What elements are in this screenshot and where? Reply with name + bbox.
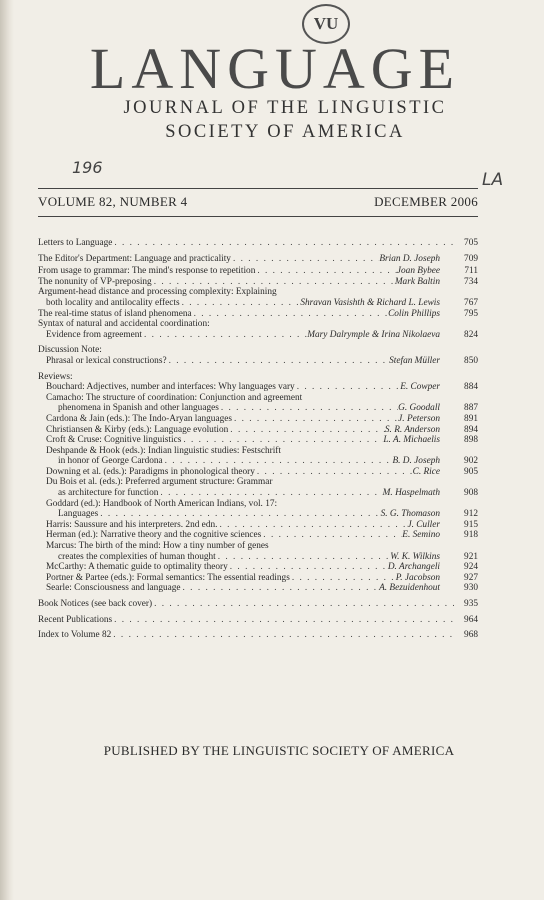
toc-entry: [38, 403, 478, 414]
toc-entry-title: both locality and antilocality effects: [46, 297, 180, 308]
toc-leader-dots: [228, 425, 385, 436]
toc-leader-dots: [181, 435, 383, 446]
toc-entry-title: Cardona & Jain (eds.): The Indo-Aryan languages: [46, 413, 232, 424]
handwritten-note-left: 196: [72, 158, 103, 177]
toc-entry-author: J. Peterson: [398, 413, 440, 424]
toc-entry: [38, 562, 478, 573]
toc-leader-dots: [217, 520, 407, 531]
toc-leader-dots: [163, 456, 393, 467]
toc-entry: [38, 630, 478, 641]
toc-entry-page: 705: [464, 238, 478, 248]
toc-leader-dots: [152, 277, 395, 288]
toc-entry-title: Harris: Saussure and his interpreters. 2nd edn.: [46, 519, 218, 530]
toc-entry-title: The real-time status of island phenomena: [38, 308, 192, 319]
toc-entry-page: 894: [464, 424, 478, 435]
toc-entry: [38, 393, 478, 404]
toc-entry-author: Mark Baltin: [394, 276, 440, 287]
journal-subtitle-line2: SOCIETY OF AMERICA: [165, 122, 405, 142]
toc-entry-title: From usage to grammar: The mind's response to repetition: [38, 266, 256, 277]
toc-entry-page: 709: [464, 253, 478, 264]
toc-entry: [38, 238, 478, 249]
toc-entry: [38, 435, 478, 446]
bottom-rule: [38, 216, 478, 217]
toc-entry-page: 884: [464, 382, 478, 393]
toc-entry-author: D. Archangeli: [387, 562, 440, 573]
toc-entry-author: Mary Dalrymple & Irina Nikolaeva: [307, 329, 440, 340]
table-of-contents: [38, 238, 478, 641]
toc-entry: [38, 488, 478, 499]
toc-entry-page: 891: [464, 413, 478, 424]
toc-entry: [38, 541, 478, 552]
toc-entry: [38, 573, 478, 584]
toc-entry-page: 964: [464, 614, 478, 625]
toc-entry: [38, 456, 478, 467]
toc-entry-author: A. Bezuidenhout: [379, 583, 440, 594]
toc-entry-title: Recent Publications: [38, 614, 113, 625]
toc-entry: [38, 552, 478, 563]
toc-entry: [38, 499, 478, 510]
toc-entry: [38, 583, 478, 594]
journal-subtitle-line1: JOURNAL OF THE LINGUISTIC: [123, 98, 447, 118]
toc-entry-author: J. Culler: [407, 519, 440, 530]
toc-entry: [38, 467, 478, 478]
issue-line: [38, 194, 478, 210]
toc-entry-title: Marcus: The birth of the mind: How a tiny number of genes: [46, 541, 269, 552]
toc-entry-title: Croft & Cruse: Cognitive linguistics: [46, 435, 182, 446]
toc-entry-author: Brian D. Joseph: [379, 253, 440, 264]
toc-leader-dots: [216, 552, 390, 563]
toc-entry-author: Stefan Müller: [389, 355, 440, 366]
toc-entry-author: C. Rice: [412, 466, 440, 477]
toc-entry: [38, 382, 478, 393]
top-rule: [38, 188, 478, 189]
toc-leader-dots: [167, 356, 390, 367]
toc-entry: [38, 298, 478, 309]
toc-entry-page: 898: [464, 435, 478, 446]
toc-leader-dots: [112, 238, 454, 249]
toc-entry: [38, 530, 478, 541]
toc-entry-title: Camacho: The structure of coordination: Conjunction and agreement: [46, 392, 303, 403]
toc-entry-author: W. K. Wilkins: [390, 551, 440, 562]
toc-leader-dots: [192, 309, 388, 320]
toc-entry: [38, 372, 478, 383]
toc-leader-dots: [295, 382, 401, 393]
toc-entry: [38, 425, 478, 436]
toc-entry-title: creates the complexities of human thought: [58, 551, 216, 562]
toc-entry-page: 927: [464, 572, 478, 583]
toc-entry: [38, 414, 478, 425]
toc-entry: [38, 266, 478, 277]
toc-entry: [38, 615, 478, 626]
toc-entry-title: Deshpande & Hook (eds.): Indian linguistic studies: Festschrift: [46, 445, 281, 456]
toc-entry-page: 824: [464, 329, 478, 340]
toc-entry: [38, 599, 478, 610]
toc-entry-author: S. G. Thomason: [380, 509, 440, 520]
toc-entry-title: The nonunity of VP-preposing: [38, 276, 152, 287]
toc-entry-page: 734: [464, 276, 478, 287]
toc-entry-author: E. Semino: [402, 530, 440, 541]
toc-entry-title: Christiansen & Kirby (eds.): Language evolution: [46, 424, 229, 435]
handwritten-note-right: LA: [482, 170, 504, 190]
toc-leader-dots: [290, 573, 396, 584]
toc-entry-title: Argument-head distance and processing complexity: Explaining: [38, 287, 277, 298]
toc-entry: [38, 254, 478, 265]
toc-leader-dots: [181, 583, 380, 594]
toc-entry-title: Index to Volume 82: [38, 630, 112, 641]
toc-entry-title: Languages: [58, 509, 99, 520]
toc-entry: [38, 356, 478, 367]
toc-entry-title: Syntax of natural and accidental coordination:: [38, 319, 210, 330]
toc-leader-dots: [232, 414, 398, 425]
toc-leader-dots: [158, 488, 382, 499]
toc-entry-title: Portner & Partee (eds.): Formal semantics: The essential readings: [46, 572, 290, 583]
toc-entry-page: 887: [464, 403, 478, 414]
toc-leader-dots: [111, 630, 454, 641]
toc-entry-page: 912: [464, 509, 478, 520]
toc-entry-title: Evidence from agreement: [46, 329, 143, 340]
toc-entry-title: as architecture for function: [58, 488, 159, 499]
toc-entry-page: 930: [464, 583, 478, 594]
toc-entry: [38, 287, 478, 298]
toc-entry-author: Joan Bybee: [396, 266, 440, 277]
toc-entry-page: 908: [464, 488, 478, 499]
toc-entry-page: 921: [464, 551, 478, 562]
toc-entry-page: 795: [464, 308, 478, 319]
toc-entry-page: 915: [464, 519, 478, 530]
toc-entry-title: Du Bois et al. (eds.): Preferred argument structure: Grammar: [46, 477, 273, 488]
toc-leader-dots: [98, 509, 380, 520]
toc-entry-author: G. Goodall: [398, 403, 440, 414]
toc-entry-page: 935: [464, 599, 478, 609]
toc-entry-author: M. Haspelmath: [382, 488, 440, 499]
toc-entry-page: 902: [464, 456, 478, 467]
volume-number: VOLUME 82, NUMBER 4: [38, 194, 188, 209]
toc-entry-page: 924: [464, 562, 478, 573]
journal-title: LANGUAGE: [89, 36, 461, 101]
toc-entry: [38, 319, 478, 330]
toc-entry: [38, 330, 478, 341]
toc-leader-dots: [180, 298, 301, 309]
toc-entry-author: Shravan Vasishth & Richard L. Lewis: [300, 297, 440, 308]
library-stamp: VU: [302, 4, 350, 44]
toc-entry-title: McCarthy: A thematic guide to optimality theory: [46, 562, 228, 573]
toc-entry: [38, 509, 478, 520]
toc-leader-dots: [112, 615, 454, 626]
toc-leader-dots: [152, 599, 454, 610]
toc-entry-title: Reviews:: [38, 371, 73, 382]
toc-leader-dots: [219, 403, 398, 414]
toc-entry-title: Herman (ed.): Narrative theory and the cognitive sciences: [46, 530, 262, 541]
toc-leader-dots: [142, 330, 307, 341]
toc-entry-page: 711: [464, 266, 478, 277]
issue-date: DECEMBER 2006: [374, 194, 478, 209]
toc-entry-author: S. R. Anderson: [384, 424, 440, 435]
publisher-line: PUBLISHED BY THE LINGUISTIC SOCIETY OF AMERICA: [103, 743, 455, 758]
toc-entry-page: 968: [464, 630, 478, 641]
toc-leader-dots: [255, 266, 397, 277]
toc-entry-page: 767: [464, 297, 478, 308]
toc-leader-dots: [261, 530, 402, 541]
toc-leader-dots: [231, 254, 379, 265]
toc-entry: [38, 446, 478, 457]
toc-entry-title: in honor of George Cardona: [58, 456, 163, 467]
toc-entry: [38, 277, 478, 288]
toc-entry-title: Searle: Consciousness and language: [46, 583, 181, 594]
toc-entry: [38, 520, 478, 531]
toc-entry: [38, 309, 478, 320]
toc-entry-page: 850: [464, 355, 478, 366]
toc-entry-title: Goddard (ed.): Handbook of North American Indians, vol. 17:: [46, 498, 278, 509]
toc-entry-author: B. D. Joseph: [392, 456, 440, 467]
toc-entry-title: Downing et al. (eds.): Paradigms in phonological theory: [46, 466, 255, 477]
toc-entry-title: The Editor's Department: Language and practicality: [38, 253, 231, 264]
toc-entry: [38, 345, 478, 356]
toc-entry-author: E. Cowper: [400, 382, 440, 393]
toc-entry-page: 918: [464, 530, 478, 541]
toc-leader-dots: [228, 562, 388, 573]
toc-leader-dots: [255, 467, 413, 478]
toc-entry-title: Phrasal or lexical constructions?: [46, 355, 167, 366]
toc-entry-title: Book Notices (see back cover): [38, 599, 153, 609]
toc-entry-title: Letters to Language: [38, 238, 113, 248]
toc-entry-author: P. Jacobson: [395, 572, 440, 583]
toc-entry-title: phenomena in Spanish and other languages: [58, 403, 219, 414]
toc-entry-title: Bouchard: Adjectives, number and interfaces: Why languages vary: [46, 382, 295, 393]
toc-entry-title: Discussion Note:: [38, 345, 102, 356]
toc-entry-page: 905: [464, 466, 478, 477]
toc-entry: [38, 477, 478, 488]
toc-entry-author: Colin Phillips: [388, 308, 440, 319]
toc-entry-author: L. A. Michaelis: [383, 435, 440, 446]
